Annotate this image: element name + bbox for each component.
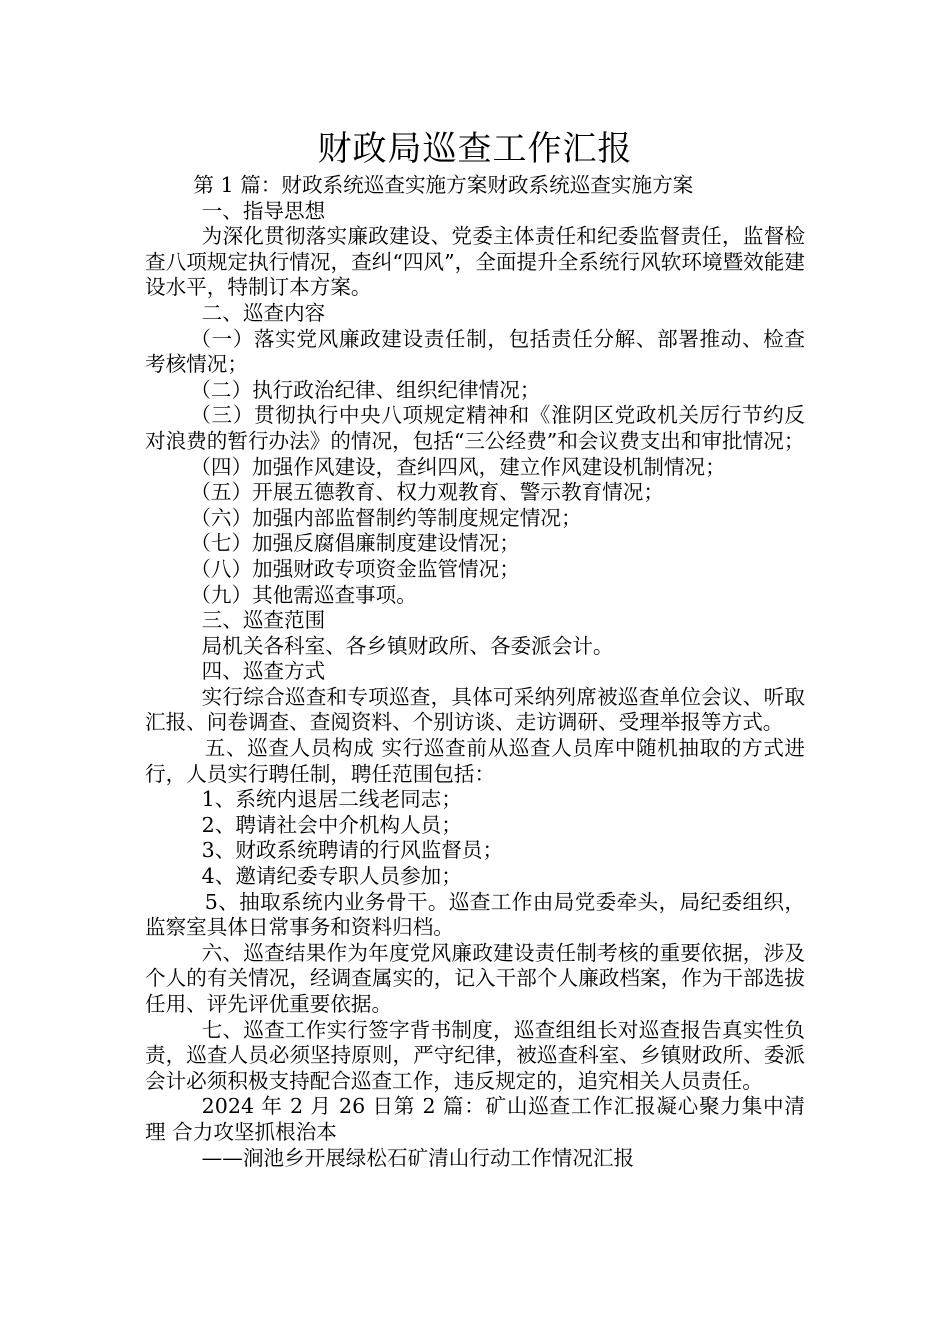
paragraph: 局机关各科室、各乡镇财政所、各委派会计。: [201, 633, 614, 658]
paragraph: 1、系统内退居二线老同志；: [201, 787, 462, 812]
paragraph: 实行综合巡查和专项巡查，具体可采纳列席被巡查单位会议、听取汇报、问卷调查、查阅资料、个别访谈、走访调研、受理举报等方式。: [145, 684, 805, 735]
paragraph: 四、巡查方式: [201, 659, 326, 684]
paragraph: 3、财政系统聘请的行风监督员；: [201, 838, 504, 863]
paragraph: （四）加强作风建设，查纠四风，建立作风建设机制情况；: [190, 454, 726, 479]
paragraph: 第 1 篇：财政系统巡查实施方案财政系统巡查实施方案: [193, 173, 694, 197]
paragraph: （三）贯彻执行中央八项规定精神和《淮阴区党政机关厉行节约反对浪费的暂行办法》的情况，包括“三公经费”和会议费支出和审批情况；: [145, 403, 805, 453]
paragraph: （二）执行政治纪律、组织纪律情况；: [190, 377, 541, 402]
paragraph: 2024 年 2 月 26 日第 2 篇：矿山巡查工作汇报凝心聚力集中清理 合力攻坚抓根治本: [145, 1094, 805, 1144]
document-title: 财政局巡查工作汇报: [317, 129, 633, 169]
paragraph: 六、巡查结果作为年度党风廉政建设责任制考核的重要依据，涉及个人的有关情况，经调查属实的，记入干部个人廉政档案，作为干部选拔任用、评先评优重要依据。: [145, 940, 805, 1016]
paragraph: 4、邀请纪委专职人员参加；: [201, 864, 462, 889]
paragraph: 5、抽取系统内业务骨干。巡查工作由局党委牵头，局纪委组织，监察室具体日常事务和资料归档。: [145, 889, 805, 940]
paragraph: 2、聘请社会中介机构人员；: [201, 812, 462, 837]
paragraph: （一）落实党风廉政建设责任制，包括责任分解、部署推动、检查考核情况；: [145, 326, 805, 377]
paragraph: 三、巡查范围: [201, 608, 326, 633]
paragraph: 五、巡查人员构成 实行巡查前从巡查人员库中随机抽取的方式进行，人员实行聘任制，聘任范围包括：: [145, 736, 805, 786]
paragraph: （七）加强反腐倡廉制度建设情况；: [190, 531, 520, 556]
paragraph: （六）加强内部监督制约等制度规定情况；: [190, 505, 582, 530]
paragraph: 二、巡查内容: [201, 300, 326, 325]
paragraph: 一、指导思想: [201, 198, 326, 223]
paragraph: （八）加强财政专项资金监管情况；: [190, 556, 520, 581]
paragraph: 为深化贯彻落实廉政建设、党委主体责任和纪委监督责任，监督检查八项规定执行情况，查纠“四风”，全面提升全系统行风软环境暨效能建设水平，特制订本方案。: [145, 224, 805, 300]
paragraph: （五）开展五德教育、权力观教育、警示教育情况；: [190, 480, 664, 505]
paragraph: 七、巡查工作实行签字背书制度，巡查组组长对巡查报告真实性负责，巡查人员必须坚持原则，严守纪律，被巡查科室、乡镇财政所、委派会计必须积极支持配合巡查工作，违反规定的，追究相关人员责任。: [145, 1017, 805, 1093]
paragraph: ——涧池乡开展绿松石矿清山行动工作情况汇报: [201, 1145, 635, 1170]
document-body: [145, 173, 805, 1171]
paragraph: （九）其他需巡查事项。: [190, 582, 417, 607]
